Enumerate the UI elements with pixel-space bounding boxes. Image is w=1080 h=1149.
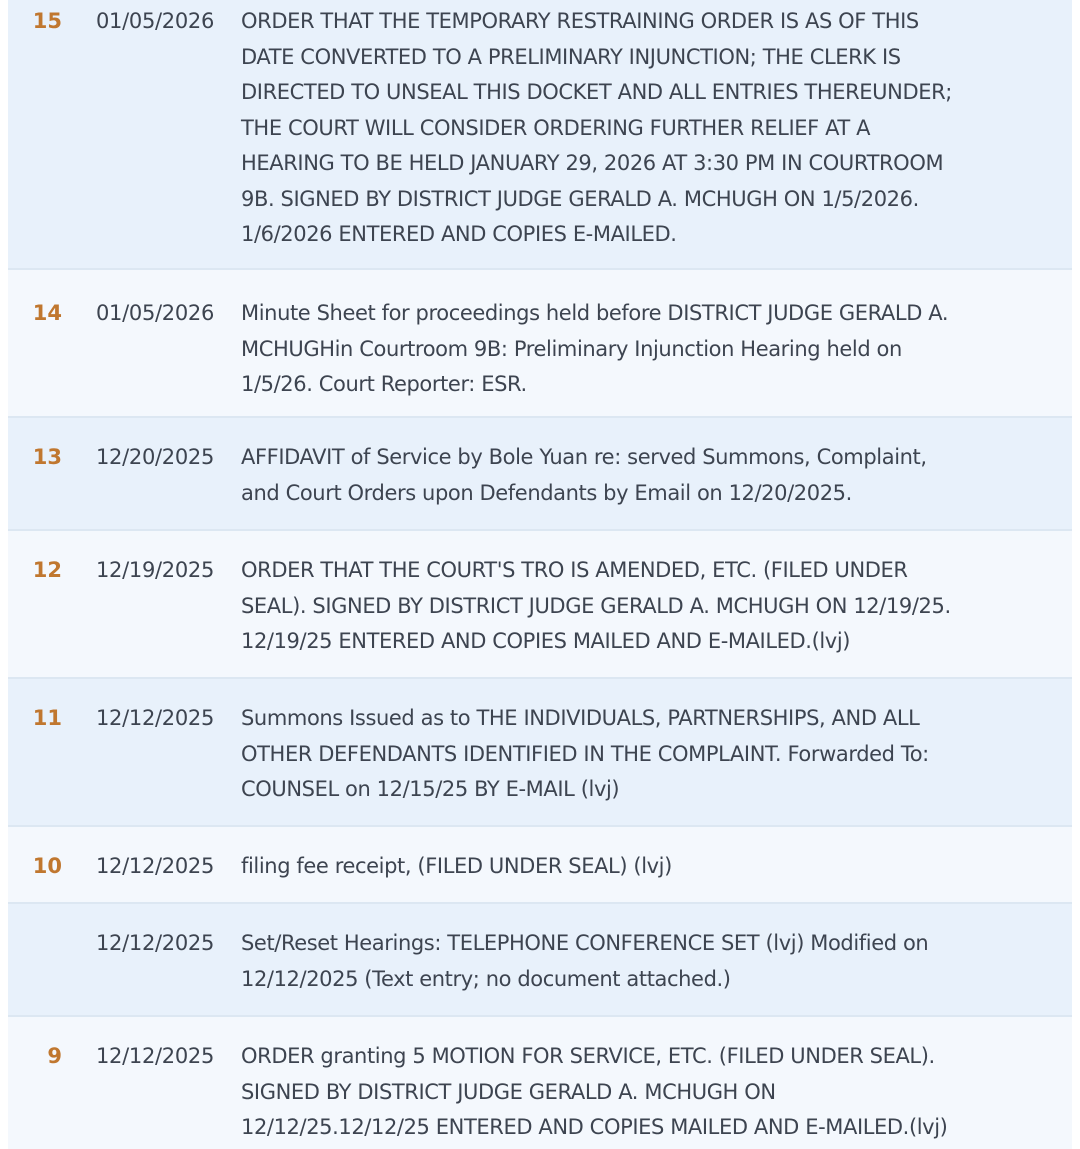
entry-description [240, 831, 1072, 902]
entry-text-line: Minute Sheet for proceedings held before DISTRICT JUDGE GERALD A. [241, 301, 949, 325]
entry-text-line: 12/19/25 ENTERED AND COPIES MAILED AND E-MAILED.(lvj) [241, 629, 851, 653]
docket-entry-11 [8, 679, 1072, 827]
docket-entry-unnumbered [8, 904, 1072, 1017]
entry-text-line: DATE CONVERTED TO A PRELIMINARY INJUNCTION; THE CLERK IS [241, 44, 901, 69]
entry-number[interactable]: 13 [32, 445, 62, 469]
entry-text-line: HEARING TO BE HELD JANUARY 29, 2026 AT 3:30 PM IN COURTROOM [241, 151, 944, 175]
entry-text-line: Set/Reset Hearings: TELEPHONE CONFERENCE SET (lvj) Modified on [241, 931, 929, 955]
entry-text-line: 9B. SIGNED BY DISTRICT JUDGE GERALD A. MCHUGH ON 1/5/2026. [241, 186, 919, 211]
entry-text-line: and Court Orders upon Defendants by Email on 12/20/2025. [241, 480, 852, 505]
entry-number [8, 908, 64, 1015]
entry-date: 12/19/2025 [96, 558, 215, 582]
entry-text-line: ORDER granting 5 MOTION FOR SERVICE, ETC. (FILED UNDER SEAL). [241, 1044, 935, 1068]
entry-number[interactable]: 12 [32, 558, 62, 582]
entry-description [240, 535, 1072, 677]
entry-description [240, 4, 1072, 268]
entry-text-line: SIGNED BY DISTRICT JUDGE GERALD A. MCHUGH ON [241, 1079, 776, 1104]
entry-date: 12/20/2025 [96, 445, 215, 469]
entry-text-line: SEAL). SIGNED BY DISTRICT JUDGE GERALD A. MCHUGH ON 12/19/25. [241, 593, 951, 618]
docket-entry-9 [8, 1017, 1072, 1149]
docket-entries-table [8, 0, 1072, 1149]
entry-date: 12/12/2025 [96, 706, 215, 730]
docket-entry-14 [8, 270, 1072, 418]
entry-description [240, 1021, 1072, 1149]
entry-number[interactable]: 10 [32, 854, 62, 878]
entry-text-line: filing fee receipt, (FILED UNDER SEAL) (lvj) [241, 854, 672, 878]
entry-text-line: MCHUGHin Courtroom 9B: Preliminary Injunction Hearing held on [241, 336, 902, 361]
entry-date: 12/12/2025 [96, 854, 215, 878]
entry-number[interactable]: 15 [32, 9, 62, 33]
entry-description [240, 422, 1072, 529]
entry-text-line: 12/12/2025 (Text entry; no document attached.) [241, 966, 731, 991]
entry-date: 01/05/2026 [96, 9, 215, 33]
entry-description [240, 683, 1072, 825]
entry-text-line: DIRECTED TO UNSEAL THIS DOCKET AND ALL ENTRIES THEREUNDER; [241, 80, 952, 104]
entry-text-line: ORDER THAT THE TEMPORARY RESTRAINING ORDER IS AS OF THIS [241, 9, 919, 33]
entry-text-line: OTHER DEFENDANTS IDENTIFIED IN THE COMPLAINT. Forwarded To: [241, 741, 929, 766]
entry-date: 12/12/2025 [96, 1044, 215, 1068]
entry-text-line: ORDER THAT THE COURT'S TRO IS AMENDED, ETC. (FILED UNDER [241, 558, 908, 582]
entry-text-line: 1/6/2026 ENTERED AND COPIES E-MAILED. [241, 222, 677, 246]
entry-text-line: 12/12/25.12/12/25 ENTERED AND COPIES MAILED AND E-MAILED.(lvj) [241, 1115, 948, 1139]
entry-text-line: 1/5/26. Court Reporter: ESR. [241, 372, 527, 396]
entry-number[interactable]: 11 [32, 706, 62, 730]
entry-text-line: AFFIDAVIT of Service by Bole Yuan re: served Summons, Complaint, [241, 445, 927, 469]
entry-text-line: COUNSEL on 12/15/25 BY E-MAIL (lvj) [241, 777, 620, 801]
entry-text-line: THE COURT WILL CONSIDER ORDERING FURTHER RELIEF AT A [241, 115, 871, 140]
entry-number[interactable]: 14 [32, 301, 62, 325]
docket-entry-13 [8, 418, 1072, 531]
entry-text-line: Summons Issued as to THE INDIVIDUALS, PARTNERSHIPS, AND ALL [241, 706, 920, 730]
docket-entry-15 [8, 0, 1072, 270]
entry-description [240, 908, 1072, 1015]
docket-entry-10 [8, 827, 1072, 904]
entry-description [240, 274, 1072, 416]
entry-date: 01/05/2026 [96, 301, 215, 325]
entry-number[interactable]: 9 [47, 1044, 62, 1068]
docket-entry-12 [8, 531, 1072, 679]
entry-date: 12/12/2025 [96, 931, 215, 955]
